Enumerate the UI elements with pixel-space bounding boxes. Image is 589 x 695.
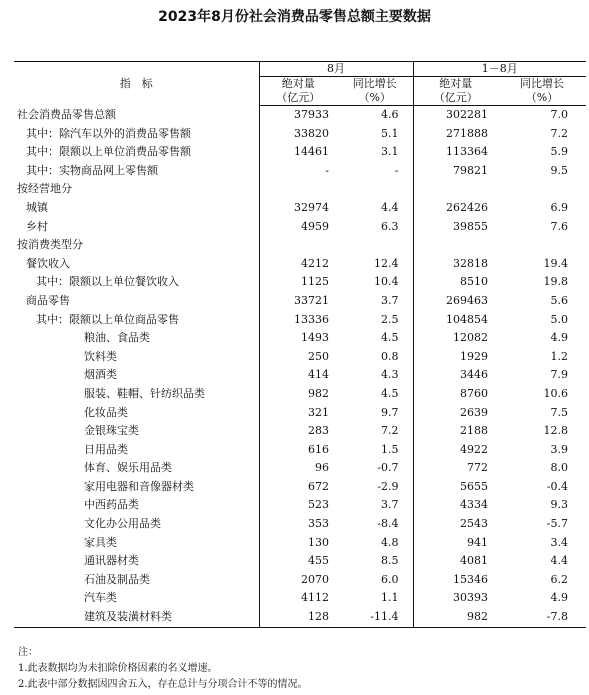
ytd-abs-cell: 772 [467, 461, 488, 475]
ytd-abs-cell: 32818 [453, 256, 488, 270]
ytd-abs-cell: 262426 [446, 200, 488, 214]
ytd-growth-cell: -7.8 [498, 608, 586, 627]
row-label: 家用电器和音像器材类 [14, 478, 259, 497]
month-abs-header-line2: （亿元） [259, 91, 337, 106]
ytd-growth-cell: 4.9 [550, 591, 568, 605]
month-growth-cell: 9.7 [337, 404, 413, 423]
table-row [14, 589, 586, 608]
ytd-abs-cell: 4081 [460, 554, 488, 568]
page-title: 2023年8月份社会消费品零售总额主要数据 [158, 9, 431, 25]
row-label: 其中：限额以上单位消费品零售额 [14, 143, 259, 162]
month-growth-cell: 3.7 [337, 496, 413, 515]
row-label: 饮料类 [14, 348, 259, 367]
ytd-growth-cell: 3.4 [550, 535, 568, 549]
month-growth-cell: -8.4 [337, 515, 413, 534]
row-label: 其中：除汽车以外的消费品零售额 [14, 125, 259, 144]
month-abs-cell: 128 [259, 608, 337, 627]
ytd-growth-cell: 7.6 [550, 219, 568, 233]
table-row [14, 534, 586, 553]
table-row [14, 106, 586, 125]
month-abs-cell: 130 [308, 535, 329, 549]
ytd-abs-header-line1: 绝对量 [439, 77, 473, 90]
ytd-abs-cell: 271888 [446, 126, 488, 140]
month-abs-cell [259, 180, 337, 199]
ytd-growth-cell: 7.0 [550, 108, 568, 121]
ytd-growth-cell: 4.4 [550, 554, 568, 568]
table-row [14, 422, 586, 441]
month-abs-cell: 4212 [301, 256, 329, 270]
ytd-growth-cell: 6.9 [550, 200, 568, 214]
table-row [14, 608, 586, 627]
row-label: 金银珠宝类 [14, 422, 259, 441]
ytd-abs-cell: 4334 [460, 498, 488, 512]
ytd-abs-cell: 982 [413, 608, 498, 627]
month-growth-cell: 7.2 [337, 422, 413, 441]
month-growth-cell: 4.8 [337, 534, 413, 553]
month-abs-cell: 523 [308, 498, 329, 512]
row-label: 按消费类型分 [14, 236, 259, 255]
month-growth-cell: 3.7 [337, 292, 413, 311]
month-abs-cell: 96 [315, 461, 329, 475]
ytd-growth-cell: 5.9 [550, 145, 568, 159]
table-row [14, 571, 586, 590]
month-abs-cell: 455 [308, 554, 329, 568]
table-row [14, 366, 586, 385]
ytd-growth-cell: 3.9 [550, 442, 568, 456]
table-row [14, 255, 586, 274]
month-group-header: 8月 [259, 62, 413, 77]
month-abs-cell: 4959 [301, 219, 329, 233]
table-row [14, 385, 586, 404]
ytd-abs-cell: 12082 [453, 331, 488, 345]
month-growth-cell: 4.6 [337, 106, 413, 125]
table-row [14, 515, 586, 534]
ytd-abs-cell: 30393 [453, 591, 488, 605]
ytd-abs-cell: 2543 [460, 517, 488, 531]
month-growth-header-line2: （%） [337, 91, 413, 106]
table-row [14, 311, 586, 330]
ytd-group-header: 1－8月 [413, 62, 586, 77]
month-growth-cell: 4.4 [337, 199, 413, 218]
month-abs-cell: 353 [308, 517, 329, 531]
month-growth-cell: 2.5 [337, 311, 413, 330]
row-label: 其中：限额以上单位商品零售 [14, 311, 259, 330]
ytd-abs-cell: 2188 [460, 424, 488, 438]
month-growth-cell: 4.3 [337, 366, 413, 385]
ytd-growth-cell: 8.0 [550, 461, 568, 475]
indicator-header: 指 标 [14, 62, 259, 106]
row-label: 粮油、食品类 [14, 329, 259, 348]
ytd-growth-cell: 9.5 [550, 163, 568, 177]
month-abs-cell: - [325, 163, 329, 177]
table-row [14, 348, 586, 367]
ytd-growth-header-line2: （%） [498, 91, 586, 106]
month-growth-cell: 4.5 [337, 385, 413, 404]
row-label: 文化办公用品类 [14, 515, 259, 534]
row-label: 汽车类 [14, 589, 259, 608]
ytd-growth-cell: 19.8 [543, 275, 568, 289]
month-abs-cell: 1125 [301, 275, 329, 289]
ytd-abs-cell [413, 180, 498, 199]
month-growth-cell: 6.3 [337, 218, 413, 237]
table-row [14, 292, 586, 311]
row-label: 化妆品类 [14, 404, 259, 423]
month-abs-cell: 414 [308, 368, 329, 382]
ytd-growth-cell: -0.4 [546, 479, 568, 493]
ytd-abs-cell: 3446 [460, 368, 488, 382]
row-label: 按经营地分 [14, 180, 259, 199]
table-row [14, 496, 586, 515]
table-row [14, 236, 586, 255]
ytd-abs-cell: 1929 [460, 349, 488, 363]
month-abs-cell: 4112 [301, 591, 329, 605]
ytd-growth-cell: 5.6 [550, 293, 568, 307]
month-growth-cell: 10.4 [337, 273, 413, 292]
ytd-abs-cell: 941 [467, 535, 488, 549]
ytd-abs-cell: 39855 [453, 219, 488, 233]
month-growth-cell: -0.7 [337, 459, 413, 478]
row-label: 烟酒类 [14, 366, 259, 385]
ytd-growth-cell: 7.5 [550, 405, 568, 419]
ytd-abs-cell: 8510 [460, 275, 488, 289]
month-growth-cell: 4.5 [337, 329, 413, 348]
row-label: 城镇 [14, 199, 259, 218]
month-growth-header-line1: 同比增长 [337, 77, 413, 92]
table-body [14, 106, 586, 628]
month-growth-cell: 6.0 [337, 571, 413, 590]
ytd-growth-cell [498, 180, 586, 199]
month-abs-cell: 321 [308, 405, 329, 419]
month-growth-cell: -11.4 [337, 608, 413, 627]
ytd-abs-cell: 8760 [460, 386, 488, 400]
row-label: 商品零售 [14, 292, 259, 311]
ytd-abs-cell: 79821 [453, 163, 488, 177]
note-item: 2.此表中部分数据因四舍五入，存在总计与分项合计不等的情况。 [18, 679, 308, 690]
ytd-abs-cell: 2639 [460, 405, 488, 419]
ytd-growth-cell: 6.2 [550, 572, 568, 586]
month-abs-cell: 14461 [294, 145, 329, 159]
month-growth-cell: -2.9 [337, 478, 413, 497]
row-label: 石油及制品类 [14, 571, 259, 590]
ytd-growth-cell: 1.2 [550, 349, 568, 363]
ytd-growth-cell: 7.2 [550, 126, 568, 140]
row-label: 服装、鞋帽、针纺织品类 [14, 385, 259, 404]
month-abs-cell: 2070 [301, 572, 329, 586]
table-row [14, 552, 586, 571]
row-label: 中西药品类 [14, 496, 259, 515]
notes-section [18, 645, 578, 693]
row-label: 乡村 [14, 218, 259, 237]
table-row [14, 180, 586, 199]
month-abs-cell [259, 236, 337, 255]
ytd-growth-cell: 12.8 [543, 424, 568, 438]
ytd-growth-cell: 4.9 [550, 331, 568, 345]
month-abs-cell: 13336 [294, 312, 329, 326]
ytd-growth-cell: 5.0 [550, 312, 568, 326]
ytd-abs-header-line2: （亿元） [413, 91, 498, 106]
table-row [14, 199, 586, 218]
month-abs-cell: 1493 [301, 331, 329, 345]
table-row [14, 404, 586, 423]
ytd-abs-cell: 113364 [446, 145, 488, 159]
month-abs-cell: 33721 [294, 293, 329, 307]
ytd-growth-cell: 19.4 [543, 256, 568, 270]
row-label: 日用品类 [14, 441, 259, 460]
ytd-growth-cell: 9.3 [550, 498, 568, 512]
table-row [14, 273, 586, 292]
table-row [14, 143, 586, 162]
row-label: 其中：限额以上单位餐饮收入 [14, 273, 259, 292]
month-abs-cell: 37933 [294, 108, 329, 121]
retail-sales-table [14, 61, 586, 628]
row-label: 其中：实物商品网上零售额 [14, 162, 259, 181]
month-abs-cell: 982 [308, 386, 329, 400]
ytd-abs-cell: 5655 [460, 479, 488, 493]
month-growth-cell: 12.4 [337, 255, 413, 274]
month-abs-cell: 32974 [294, 200, 329, 214]
ytd-abs-cell: 269463 [446, 293, 488, 307]
month-growth-cell: 5.1 [337, 125, 413, 144]
row-label: 餐饮收入 [14, 255, 259, 274]
month-growth-cell: 1.1 [337, 589, 413, 608]
ytd-abs-cell: 4922 [460, 442, 488, 456]
table-row [14, 441, 586, 460]
month-abs-cell: 283 [308, 424, 329, 438]
month-abs-cell: 672 [308, 479, 329, 493]
ytd-abs-cell: 104854 [446, 312, 488, 326]
month-growth-cell: 3.1 [337, 143, 413, 162]
notes-heading: 注： [18, 647, 38, 658]
ytd-growth-cell: -5.7 [546, 517, 568, 531]
month-growth-cell: 8.5 [337, 552, 413, 571]
row-label: 家具类 [14, 534, 259, 553]
month-abs-cell: 33820 [294, 126, 329, 140]
ytd-growth-header-line1: 同比增长 [520, 77, 564, 90]
table-row [14, 329, 586, 348]
ytd-abs-cell [413, 236, 498, 255]
table-row [14, 478, 586, 497]
note-item: 1.此表数据均为未扣除价格因素的名义增速。 [18, 663, 218, 674]
row-label: 社会消费品零售总额 [14, 106, 259, 125]
month-growth-cell [337, 180, 413, 199]
month-abs-cell: 250 [308, 349, 329, 363]
ytd-growth-cell [498, 236, 586, 255]
row-label: 通讯器材类 [14, 552, 259, 571]
row-label: 建筑及装潢材料类 [14, 608, 259, 627]
ytd-abs-cell: 302281 [446, 108, 488, 121]
month-growth-cell: 0.8 [337, 348, 413, 367]
ytd-abs-cell: 15346 [453, 572, 488, 586]
month-abs-cell: 616 [308, 442, 329, 456]
ytd-growth-cell: 7.9 [550, 368, 568, 382]
row-label: 体育、娱乐用品类 [14, 459, 259, 478]
table-row [14, 162, 586, 181]
month-growth-cell [337, 236, 413, 255]
ytd-growth-cell: 10.6 [543, 386, 568, 400]
month-growth-cell: - [337, 162, 413, 181]
month-growth-cell: 1.5 [337, 441, 413, 460]
table-row [14, 459, 586, 478]
month-abs-header-line1: 绝对量 [281, 77, 315, 90]
table-row [14, 218, 586, 237]
table-row [14, 125, 586, 144]
